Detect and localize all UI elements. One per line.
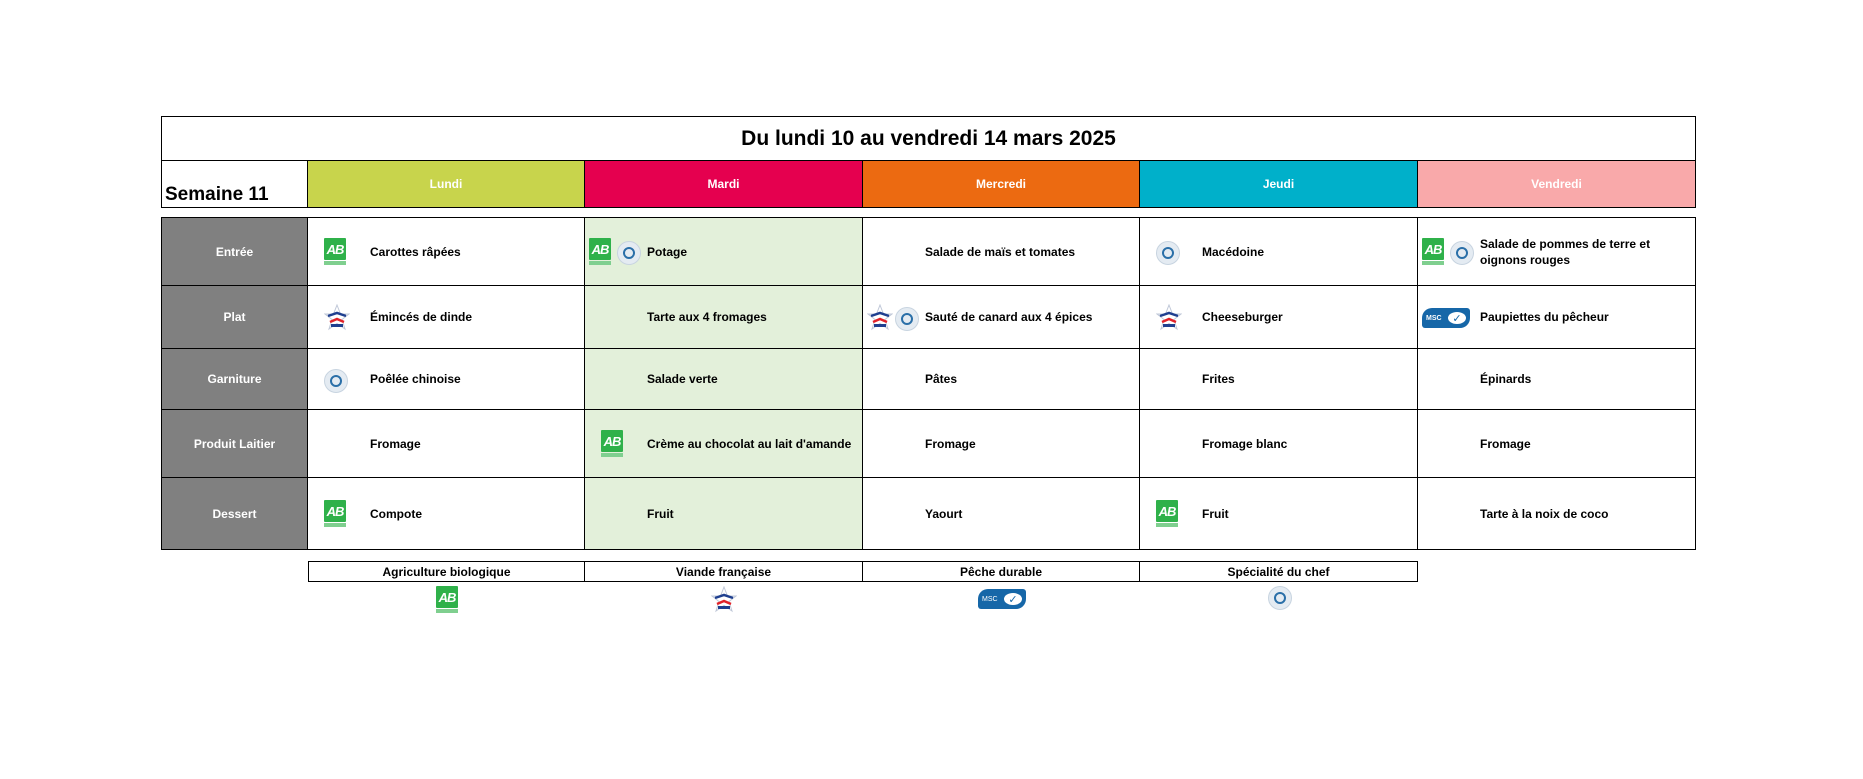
menu-cell [585,218,863,286]
menu-cell [1418,218,1696,286]
menu-item-text: Potage [647,244,688,259]
menu-item-text: Paupiettes du pêcheur [1480,310,1609,324]
menu-cell [585,349,863,410]
menu-cell [863,349,1140,410]
menu-item-text: Fruit [647,506,674,521]
day-header-mardi: Mardi [585,160,863,208]
chef-icon [895,307,919,331]
chef-icon [1156,241,1180,265]
menu-item-text: Fromage [370,436,421,451]
ab-icon: AB [1156,500,1178,528]
ab-icon: AB [436,586,458,614]
ab-icon: AB [324,238,346,266]
menu-item-text: Émincés de dinde [370,310,473,324]
menu-item-text: Tarte à la noix de coco [1480,506,1609,521]
menu-item-text: Fromage [1480,436,1531,451]
menu-cell [1418,478,1696,550]
menu-cell [1140,478,1418,550]
menu-cell [1418,410,1696,478]
menu-item-text: Macédoine [1202,244,1265,259]
menu-cell [308,286,585,349]
ab-icon: AB [589,238,611,266]
menu-item-text: Compote [370,506,422,521]
menu-cell [585,410,863,478]
chef-icon [1450,241,1474,265]
menu-title: Du lundi 10 au vendredi 14 mars 2025 [161,116,1696,161]
menu-item-text: Sauté de canard aux 4 épices [925,310,1093,324]
ab-icon: AB [1422,238,1444,266]
menu-cell [1140,286,1418,349]
menu-cell [1418,286,1696,349]
menu-cell [1140,410,1418,478]
legend-label: Spécialité du chef [1140,561,1418,582]
menu-item-text: Frites [1202,372,1235,386]
menu-cell [308,410,585,478]
viande-francaise-icon [324,304,350,332]
menu-item-text: Fromage blanc [1202,436,1288,451]
day-header-lundi: Lundi [308,160,585,208]
day-header-jeudi: Jeudi [1140,160,1418,208]
menu-item-text: Crème au chocolat au lait d'amande [647,436,852,451]
menu-item-text: Poêlée chinoise [370,372,461,386]
msc-icon: MSC ✓ [978,589,1026,609]
week-label: Semaine 11 [161,160,308,208]
chef-icon [1268,586,1292,610]
viande-francaise-icon [711,586,737,614]
menu-cell [1140,218,1418,286]
menu-cell [863,478,1140,550]
menu-cell [863,218,1140,286]
category-label: Garniture [161,349,308,410]
menu-item-text: Carottes râpées [370,244,461,259]
ab-icon: AB [601,430,623,458]
menu-cell [863,410,1140,478]
category-label: Dessert [161,478,308,550]
category-label: Produit Laitier [161,410,308,478]
menu-item-text: Yaourt [925,506,963,521]
menu-cell [585,478,863,550]
menu-cell [308,478,585,550]
menu-cell [1140,349,1418,410]
chef-icon [617,241,641,265]
legend-label: Pêche durable [863,561,1140,582]
menu-cell [308,349,585,410]
menu-item-text: Fromage [925,436,976,451]
menu-item-text: Épinards [1480,372,1532,386]
menu-item-text: Salade verte [647,372,718,386]
ab-icon: AB [324,500,346,528]
legend-label: Viande française [585,561,863,582]
category-label: Entrée [161,218,308,286]
menu-cell [585,286,863,349]
menu-item-text: Cheeseburger [1202,310,1283,324]
menu-item-text: Tarte aux 4 fromages [647,310,767,324]
msc-icon: MSC ✓ [1422,308,1470,328]
menu-item-text: Salade de maïs et tomates [925,244,1076,259]
menu-cell [308,218,585,286]
viande-francaise-icon [867,304,893,332]
menu-cell [1418,349,1696,410]
viande-francaise-icon [1156,304,1182,332]
chef-icon [324,369,348,393]
menu-item-text: Salade de pommes de terre et oignons rouges [1480,236,1651,267]
legend-label: Agriculture biologique [308,561,585,582]
menu-cell [863,286,1140,349]
category-label: Plat [161,286,308,349]
day-header-mercredi: Mercredi [863,160,1140,208]
menu-item-text: Fruit [1202,506,1229,521]
day-header-vendredi: Vendredi [1418,160,1696,208]
menu-item-text: Pâtes [925,372,958,386]
